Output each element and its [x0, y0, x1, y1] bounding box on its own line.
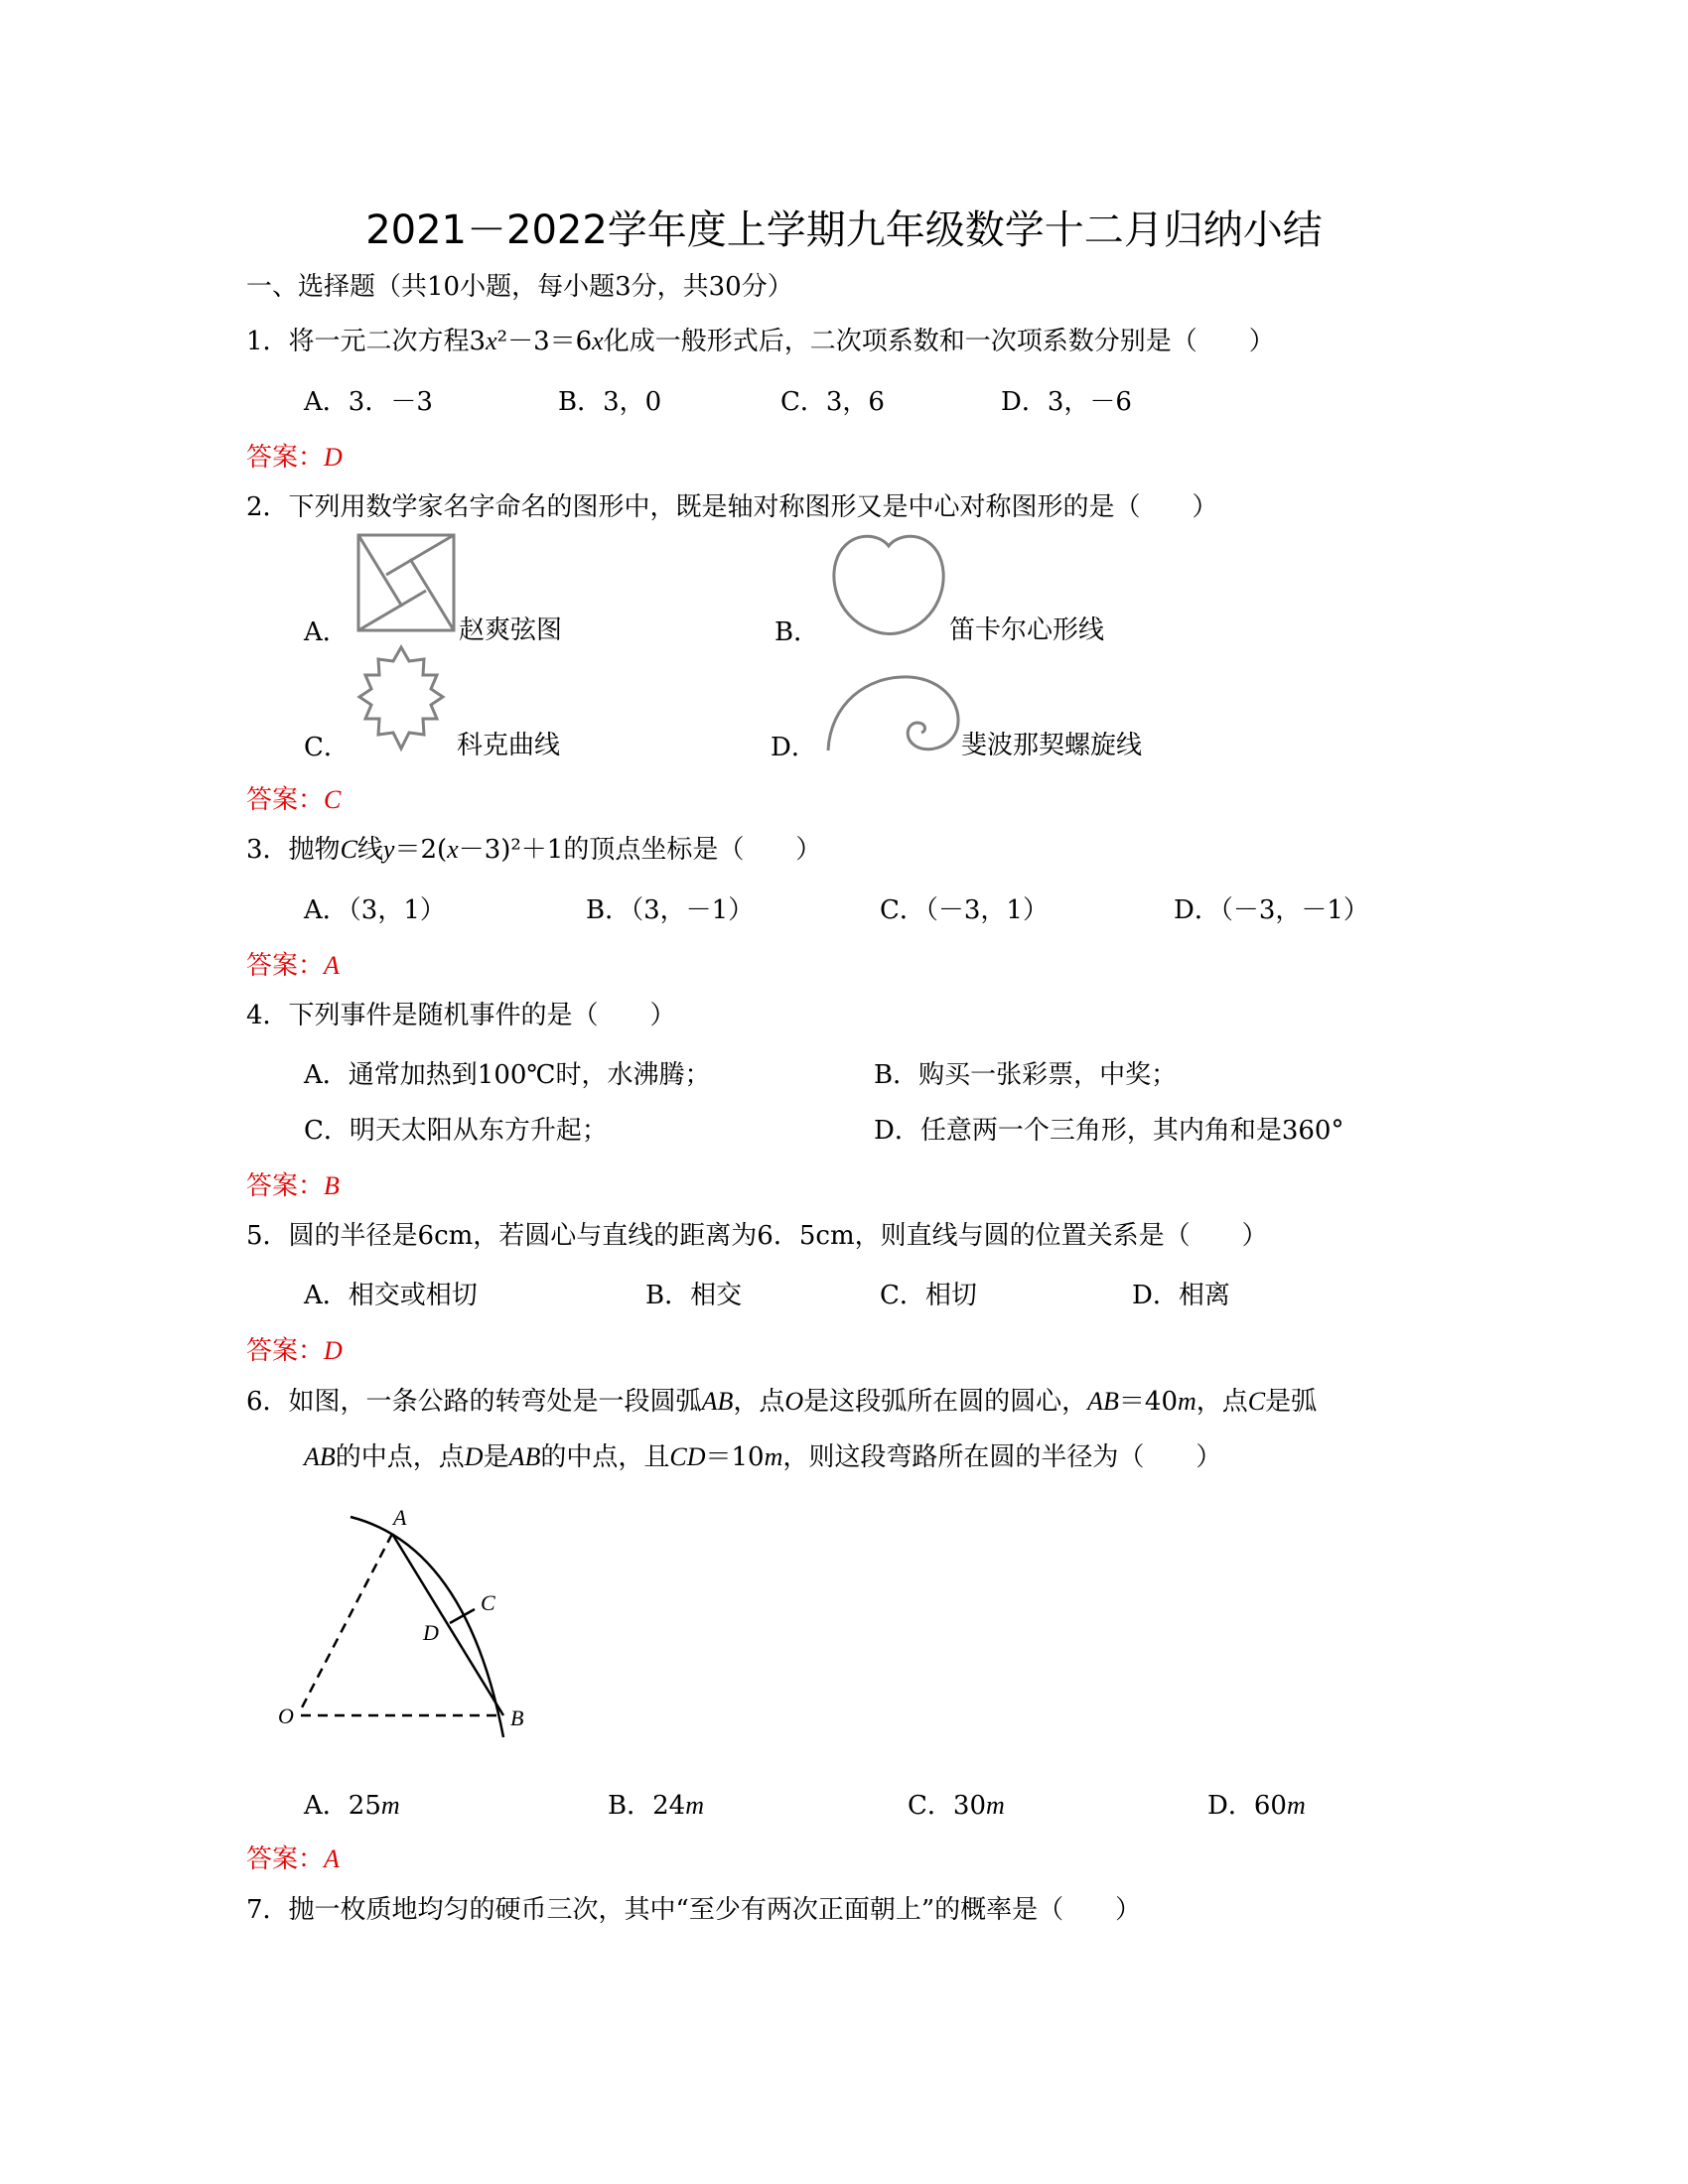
option-value: 60 [1253, 1791, 1287, 1821]
stem-text: ，点 [1196, 1387, 1248, 1417]
option-letter: B． [608, 1791, 653, 1821]
question-number: 2． [246, 492, 289, 522]
question-number: 6． [246, 1387, 289, 1417]
answer-3 [246, 945, 340, 982]
math-var: AB [1087, 1387, 1119, 1416]
question-5-stem [246, 1219, 1268, 1253]
option-d: D．任意两一个三角形，其内角和是360° [874, 1116, 1344, 1146]
answer-label: 答案： [246, 951, 325, 981]
math-var: m [764, 1442, 783, 1471]
stem-text: 抛一枚质地均匀的硬币三次，其中“至少有两次正面朝上”的概率是（ ） [288, 1895, 1142, 1925]
stem-text: 下列用数学家名字命名的图形中，既是轴对称图形又是中心对称图形的是（ ） [288, 492, 1218, 522]
option-c [908, 1785, 1005, 1822]
option-c: C．相切 [880, 1281, 977, 1310]
stem-text: －3)²＋1的顶点坐标是（ ） [458, 835, 822, 865]
math-var: CD [669, 1442, 706, 1471]
option-unit: m [685, 1791, 704, 1820]
math-var: x [486, 327, 497, 355]
answer-value: C [324, 785, 342, 814]
option-d-letter: D． [771, 733, 817, 762]
stem-text: 是这段弧所在圆的圆心， [803, 1387, 1088, 1417]
answer-label: 答案： [246, 443, 325, 473]
option-b: B．3，0 [558, 387, 662, 417]
option-a: A．3．－3 [304, 387, 433, 417]
stem-text: ＝10 [705, 1442, 765, 1472]
stem-text: ＝2( [394, 835, 448, 865]
fibonacci-spiral-icon [826, 665, 965, 754]
option-c-label: 科克曲线 [457, 731, 561, 760]
answer-value: A [324, 951, 340, 980]
answer-label: 答案： [246, 1336, 325, 1366]
answer-4 [246, 1165, 340, 1202]
question-1-stem [246, 325, 1275, 358]
option-c: C．3，6 [780, 387, 885, 417]
option-letter: D． [1207, 1791, 1254, 1821]
answer-1 [246, 437, 343, 474]
math-var: x [592, 327, 604, 355]
option-a-label: 赵爽弦图 [459, 615, 563, 645]
question-number: 4． [246, 1001, 289, 1030]
question-3-stem [246, 833, 821, 867]
math-var: O [784, 1387, 804, 1416]
option-d-label: 斐波那契螺旋线 [961, 731, 1143, 760]
section-heading: 一、选择题（共10小题，每小题3分，共30分） [246, 272, 793, 302]
question-number: 1． [246, 327, 289, 356]
option-a [304, 1785, 400, 1822]
question-6-stem-line-1 [246, 1385, 1317, 1419]
question-6-stem-line-2 [304, 1440, 1221, 1474]
chord-ab [392, 1534, 503, 1715]
option-d: D．相离 [1132, 1281, 1230, 1310]
stem-text: 如图，一条公路的转弯处是一段圆弧 [288, 1387, 702, 1417]
option-a: A．通常加热到100℃时，水沸腾； [304, 1060, 711, 1090]
arc-geometry-figure [258, 1489, 556, 1747]
answer-2 [246, 779, 341, 816]
answer-label: 答案： [246, 1171, 325, 1201]
stem-text: 抛物 [288, 835, 341, 865]
label-c: C [481, 1590, 495, 1615]
answer-value: B [324, 1171, 340, 1200]
page-title: 2021－2022学年度上学期九年级数学十二月归纳小结 [365, 207, 1323, 253]
option-a: A．（3，1） [304, 895, 446, 925]
stem-text: ，点 [733, 1387, 785, 1417]
stem-text: 线 [356, 835, 383, 865]
question-number: 3． [246, 835, 289, 865]
option-unit: m [1286, 1791, 1306, 1820]
koch-snowflake-icon [352, 645, 451, 751]
radius-oa [301, 1534, 392, 1709]
answer-value: D [324, 1336, 343, 1365]
option-a: A．相交或相切 [304, 1281, 478, 1310]
label-o: O [278, 1704, 294, 1728]
stem-text: ，则这段弯路所在圆的半径为（ ） [782, 1442, 1222, 1472]
option-c: C．（－3，1） [880, 895, 1049, 925]
math-var: C [340, 835, 357, 864]
question-number: 5． [246, 1221, 289, 1251]
option-unit: m [986, 1791, 1005, 1820]
question-number: 7． [246, 1895, 289, 1925]
option-value: 30 [952, 1791, 986, 1821]
label-d: D [423, 1620, 439, 1645]
option-c: C．明天太阳从东方升起； [304, 1116, 608, 1146]
math-var: AB [508, 1442, 541, 1471]
option-c-letter: C． [304, 733, 350, 762]
answer-value: A [324, 1844, 340, 1873]
stem-text: 是 [483, 1442, 509, 1472]
stem-text: 的中点，且 [540, 1442, 670, 1472]
option-b: B．购买一张彩票，中奖； [874, 1060, 1178, 1090]
label-a: A [393, 1505, 407, 1530]
option-value: 25 [348, 1791, 381, 1821]
option-b [608, 1785, 704, 1822]
option-a-letter: A． [304, 617, 349, 647]
math-var: m [1178, 1387, 1196, 1416]
stem-text: 下列事件是随机事件的是（ ） [288, 1001, 676, 1030]
option-letter: C． [908, 1791, 953, 1821]
math-var: AB [304, 1442, 336, 1471]
label-b: B [510, 1706, 524, 1730]
stem-text: ²－3＝6 [496, 327, 593, 356]
option-unit: m [380, 1791, 400, 1820]
option-b-label: 笛卡尔心形线 [949, 615, 1105, 645]
question-2-stem [246, 490, 1218, 524]
option-d: D．3，－6 [1001, 387, 1132, 417]
math-var: x [447, 835, 459, 864]
answer-5 [246, 1330, 343, 1367]
zhao-shuang-diagram-icon [357, 534, 457, 633]
stem-text: ＝40 [1118, 1387, 1178, 1417]
option-value: 24 [652, 1791, 686, 1821]
cardioid-icon [830, 532, 947, 639]
stem-text: 化成一般形式后，二次项系数和一次项系数分别是（ ） [603, 327, 1275, 356]
stem-text: 的中点，点 [335, 1442, 465, 1472]
question-4-stem [246, 999, 676, 1032]
stem-text: 是弧 [1265, 1387, 1318, 1417]
option-d: D．（－3，－1） [1174, 895, 1369, 925]
option-b-letter: B． [774, 617, 820, 647]
math-var: y [382, 835, 395, 864]
math-var: D [464, 1442, 484, 1471]
stem-text: 将一元二次方程3 [288, 327, 487, 356]
answer-label: 答案： [246, 785, 325, 815]
answer-value: D [324, 443, 343, 472]
option-b: B．相交 [645, 1281, 743, 1310]
answer-label: 答案： [246, 1844, 325, 1874]
option-letter: A． [304, 1791, 349, 1821]
option-d [1207, 1785, 1306, 1822]
question-7-stem [246, 1893, 1141, 1927]
answer-6 [246, 1839, 340, 1875]
math-var: C [1247, 1387, 1266, 1416]
option-b: B．（3，－1） [586, 895, 755, 925]
stem-text: 圆的半径是6cm，若圆心与直线的距离为6．5cm，则直线与圆的位置关系是（ ） [288, 1221, 1268, 1251]
math-var: AB [701, 1387, 734, 1416]
